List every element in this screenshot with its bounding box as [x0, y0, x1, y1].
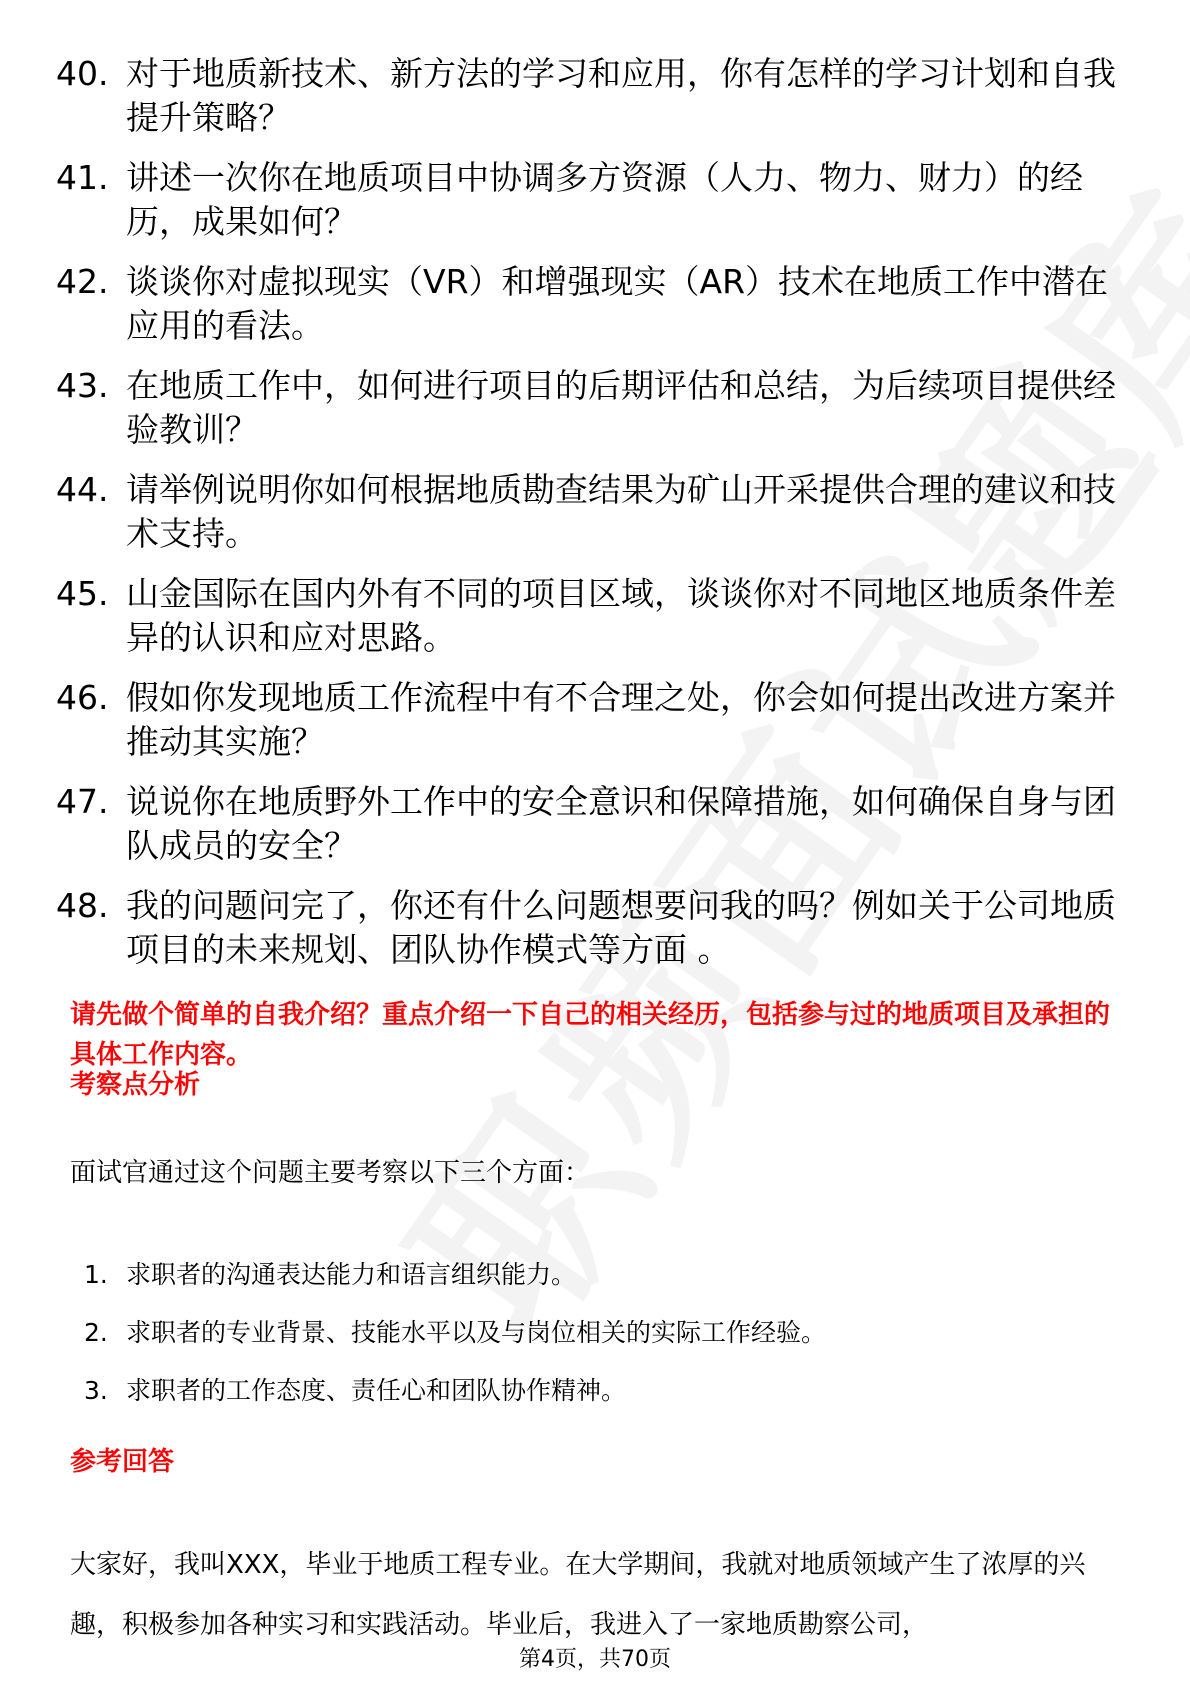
question-item	[56, 156, 1136, 244]
question-number: 45.	[56, 574, 109, 613]
question-number: 40.	[56, 54, 109, 93]
point-number: 2.	[84, 1318, 108, 1347]
point-number: 3.	[84, 1376, 108, 1405]
analysis-point	[84, 1316, 826, 1350]
question-text: 我的问题问完了，你还有什么问题想要问我的吗？例如关于公司地质项目的未来规划、团队协作模式等方面 。	[126, 886, 1116, 969]
question-number: 42.	[56, 262, 109, 301]
question-text: 谈谈你对虚拟现实（VR）和增强现实（AR）技术在地质工作中潜在应用的看法。	[126, 262, 1109, 345]
analysis-heading: 考察点分析	[70, 1070, 201, 1100]
reference-answer: 大家好，我叫XXX，毕业于地质工程专业。在大学期间，我就对地质领域产生了浓厚的兴趣，积极参加各种实习和实践活动。毕业后，我进入了一家地质勘察公司，	[70, 1550, 1086, 1640]
question-number: 41.	[56, 158, 109, 197]
question-text: 山金国际在国内外有不同的项目区域，谈谈你对不同地区地质条件差异的认识和应对思路。	[126, 574, 1116, 657]
question-item	[56, 260, 1136, 348]
question-text: 讲述一次你在地质项目中协调多方资源（人力、物力、财力）的经历，成果如何？	[126, 158, 1083, 241]
analysis-intro: 面试官通过这个问题主要考察以下三个方面：	[70, 1158, 591, 1188]
reference-heading: 参考回答	[70, 1447, 175, 1477]
question-item	[56, 780, 1136, 868]
point-text: 求职者的工作态度、责任心和团队协作精神。	[126, 1376, 627, 1405]
question-item	[56, 468, 1136, 556]
point-number: 1.	[84, 1260, 108, 1289]
question-text: 假如你发现地质工作流程中有不合理之处，你会如何提出改进方案并推动其实施？	[126, 678, 1116, 761]
question-number: 44.	[56, 470, 109, 509]
page-footer: 第4页，共70页	[519, 1647, 671, 1672]
question-number: 46.	[56, 678, 109, 717]
question-text: 请举例说明你如何根据地质勘查结果为矿山开采提供合理的建议和技术支持。	[126, 470, 1116, 553]
analysis-point	[84, 1374, 826, 1408]
question-text: 对于地质新技术、新方法的学习和应用，你有怎样的学习计划和自我提升策略？	[126, 54, 1116, 137]
analysis-point	[84, 1258, 826, 1292]
question-number: 47.	[56, 782, 109, 821]
highlight-question: 请先做个简单的自我介绍？重点介绍一下自己的相关经历，包括参与过的地质项目及承担的具体工作内容。	[70, 1000, 1111, 1070]
point-text: 求职者的沟通表达能力和语言组织能力。	[126, 1260, 577, 1289]
question-item	[56, 52, 1136, 140]
question-number: 48.	[56, 886, 109, 925]
question-item	[56, 364, 1136, 452]
question-list	[56, 52, 1136, 988]
question-number: 43.	[56, 366, 109, 405]
question-text: 说说你在地质野外工作中的安全意识和保障措施，如何确保自身与团队成员的安全？	[126, 782, 1116, 865]
question-item	[56, 572, 1136, 660]
point-text: 求职者的专业背景、技能水平以及与岗位相关的实际工作经验。	[126, 1318, 827, 1347]
question-item	[56, 676, 1136, 764]
question-text: 在地质工作中，如何进行项目的后期评估和总结，为后续项目提供经验教训？	[126, 366, 1116, 449]
question-item	[56, 884, 1136, 972]
analysis-points	[84, 1258, 826, 1432]
